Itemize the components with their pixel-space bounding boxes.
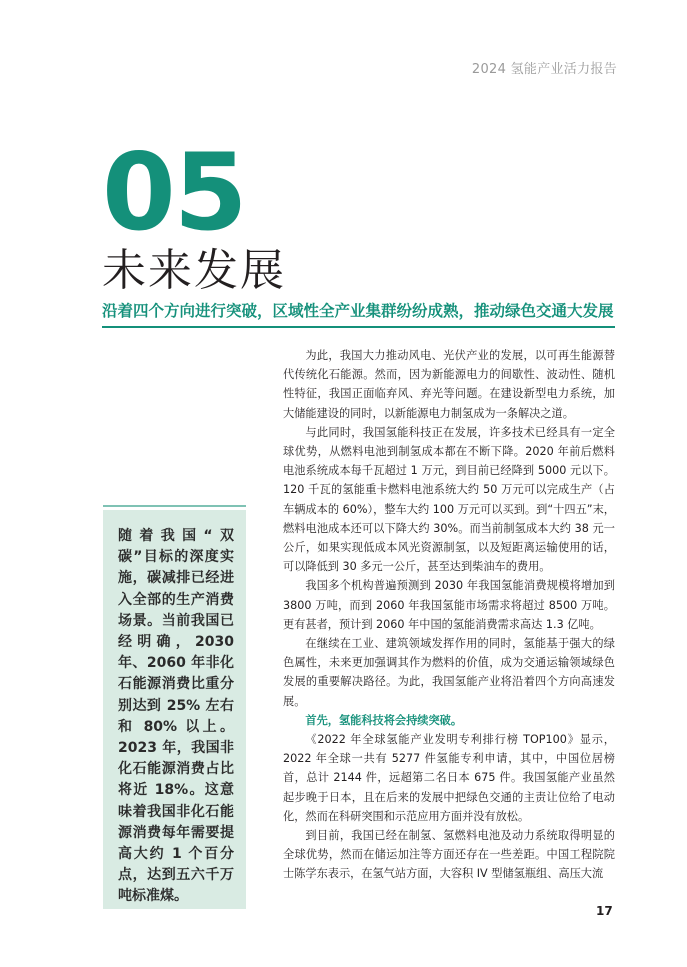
body-paragraph: 与此同时，我国氢能科技正在发展，许多技术已经具有一定全球优势，从燃料电池到制氢成本都在不断下降。2020 年前后燃料电池系统成本每千瓦超过 1 万元，到目前已经降到 5000 元以下。120 千瓦的氢能重卡燃料电池系统大约 50 万元可以完成生产（占车辆成本的 60%），整车大约 100 万元可以买到。到“十四五”末，燃料电池成本还可以下降大约 30%。而当前制氢成本大约 38 元一公斤，如果实现低成本风光资源制氢，以及短距离运输使用的话，可以降低到 30 多元一公斤，甚至达到柴油车的费用。 <box>283 425 615 574</box>
chapter-subtitle: 沿着四个方向进行突破，区域性全产业集群纷纷成熟，推动绿色交通大发展 <box>102 302 614 320</box>
subtitle-divider <box>102 326 615 328</box>
sidebar-callout <box>103 510 246 909</box>
chapter-number: 05 <box>102 131 246 254</box>
report-title: 2024 氢能产业活力报告 <box>471 62 617 77</box>
body-paragraph: 《2022 年全球氢能产业发明专利排行榜 TOP100》显示，2022 年全球一共有 5277 件氢能专利申请，其中，中国位居榜首，总计 2144 件，远超第二名日本 675 件。我国氢能产业虽然起步晚于日本，且在后来的发展中把绿色交通的主责让位给了电动化，然而在科研突围和示范应用方面并没有放松。 <box>283 733 615 823</box>
chapter-title: 未来发展 <box>102 245 286 296</box>
sidebar-top-rule <box>103 505 246 507</box>
body-paragraph: 我国多个机构普遍预测到 2030 年我国氢能消费规模将增加到 3800 万吨，而到 2060 年我国氢能市场需求将超过 8500 万吨。更有甚者，预计到 2060 年中国的氢能消费需求高达 1.3 亿吨。 <box>283 579 615 631</box>
body-text-column <box>283 346 615 884</box>
sidebar-callout-text: 随着我国“双碳”目标的深度实施，碳减排已经进入全部的生产消费场景。当前我国已经明确，2030 年、2060 年非化石能源消费比重分别达到 25% 左右和 80% 以上。2023 年，我国非化石能源消费占比将近 18%。这意味着我国非化石能源消费每年需要提高大约 1 个百分点，达到五六千万吨标准煤。 <box>118 528 234 905</box>
section-lead-heading: 首先，氢能科技将会持续突破。 <box>305 713 463 727</box>
body-paragraph: 在继续在工业、建筑领域发挥作用的同时，氢能基于强大的绿色属性，未来更加强调其作为燃料的价值，成为交通运输领域绿色发展的重要解决路径。为此，我国氢能产业将沿着四个方向高速发展。 <box>283 637 615 708</box>
body-paragraph: 为此，我国大力推动风电、光伏产业的发展，以可再生能源替代传统化石能源。然而，因为新能源电力的间歇性、波动性、随机性特征，我国正面临弃风、弃光等问题。在建设新型电力系统，加大储能建设的同时，以新能源电力制氢成为一条解决之道。 <box>283 349 615 420</box>
body-paragraph: 到目前，我国已经在制氢、氢燃料电池及动力系统取得明显的全球优势，然而在储运加注等方面还存在一些差距。中国工程院院士陈学东表示，在氢气站方面，大容积 IV 型储氢瓶组、高压大流 <box>283 829 615 881</box>
page-number: 17 <box>596 904 613 918</box>
